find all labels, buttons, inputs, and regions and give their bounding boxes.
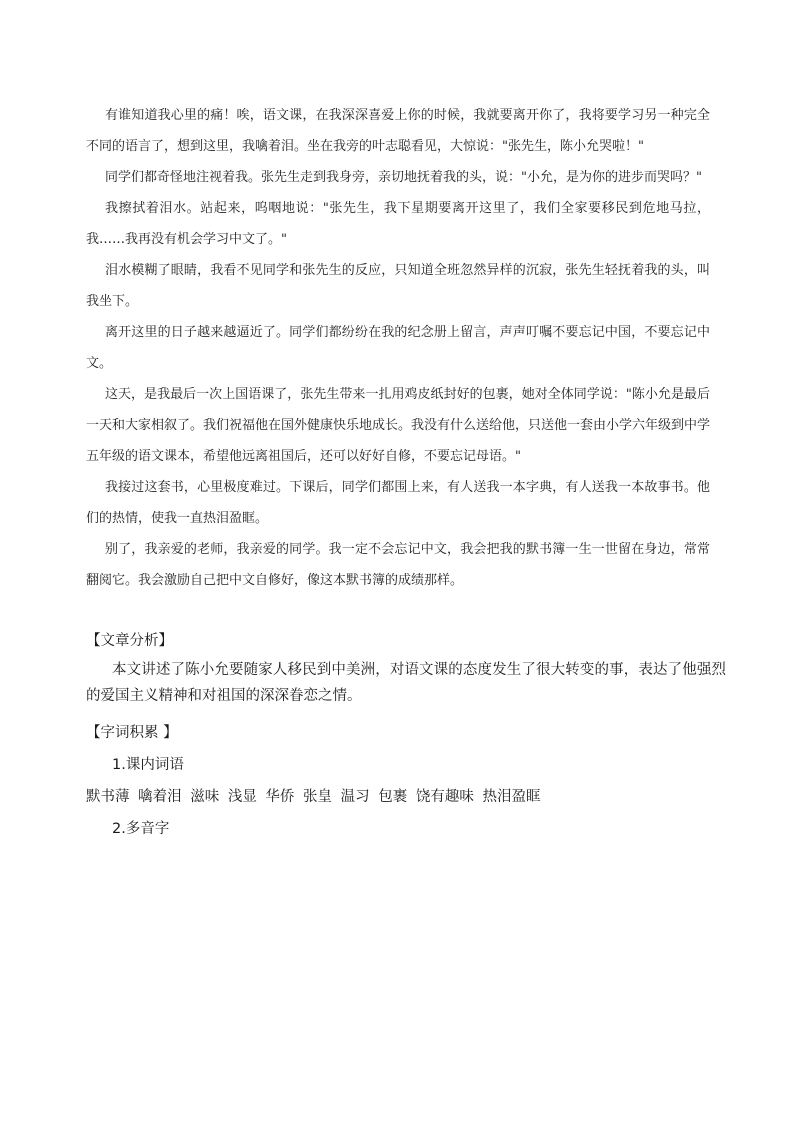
vocabulary-item-2-title: 2.多音字 (112, 821, 170, 837)
story-paragraph-4: 泪水模糊了眼睛，我看不见同学和张先生的反应，只知道全班忽然异样的沉寂，张先生轻抚着我的头，叫我坐下。 (86, 263, 710, 309)
study-notes (86, 625, 726, 845)
story-paragraph-5: 离开这里的日子越来越逼近了。同学们都纷纷在我的纪念册上留言，声声叮嘱不要忘记中国，不要忘记中文。 (86, 325, 710, 371)
spacer (86, 709, 726, 717)
story-paragraph-6: 这天，是我最后一次上国语课了，张先生带来一扎用鸡皮纸封好的包裹，她对全体同学说："陈小允是最后一天和大家相叙了。我们祝福他在国外健康快乐地成长。我没有什么送给他，只送他一套由小学六年级到中学五年级的语文课本，希望他远离祖国后，还可以好好自修，不要忘记母语。" (86, 387, 711, 464)
analysis-heading: 【文章分析】 (86, 633, 173, 649)
story-paragraph-2: 同学们都奇怪地注视着我。张先生走到我身旁，亲切地抚着我的头，说："小允，是为你的进步而哭吗？" (105, 170, 702, 185)
vocabulary-word-list: 默书薄 噙着泪 滋味 浅显 华侨 张皇 温习 包裹 饶有趣味 热泪盈眶 (86, 789, 541, 805)
vocabulary-item-1-title: 1.课内词语 (112, 757, 184, 773)
story-text (86, 100, 710, 596)
story-paragraph-7: 我接过这套书，心里极度难过。下课后，同学们都围上来，有人送我一本字典，有人送我一本故事书。他们的热情，使我一直热泪盈眶。 (86, 480, 710, 526)
story-paragraph-1: 有谁知道我心里的痛！唉，语文课，在我深深喜爱上你的时候，我就要离开你了，我将要学习另一种完全不同的语言了，想到这里，我噙着泪。坐在我旁的叶志聪看见，大惊说："张先生，陈小允哭啦！" (86, 108, 710, 154)
story-paragraph-3: 我擦拭着泪水。站起来，呜咽地说："张先生，我下星期要离开这里了，我们全家要移民到危地马拉，我……我再没有机会学习中文了。" (86, 201, 710, 247)
vocabulary-heading: 【字词积累 】 (86, 725, 178, 741)
story-paragraph-8: 别了，我亲爱的老师，我亲爱的同学。我一定不会忘记中文，我会把我的默书簿一生一世留在身边，常常翻阅它。我会激励自己把中文自修好，像这本默书簿的成绩那样。 (86, 542, 710, 588)
analysis-text: 本文讲述了陈小允要随家人移民到中美洲，对语文课的态度发生了很大转变的事，表达了他强烈的爱国主义精神和对祖国的深深眷恋之情。 (86, 662, 726, 704)
